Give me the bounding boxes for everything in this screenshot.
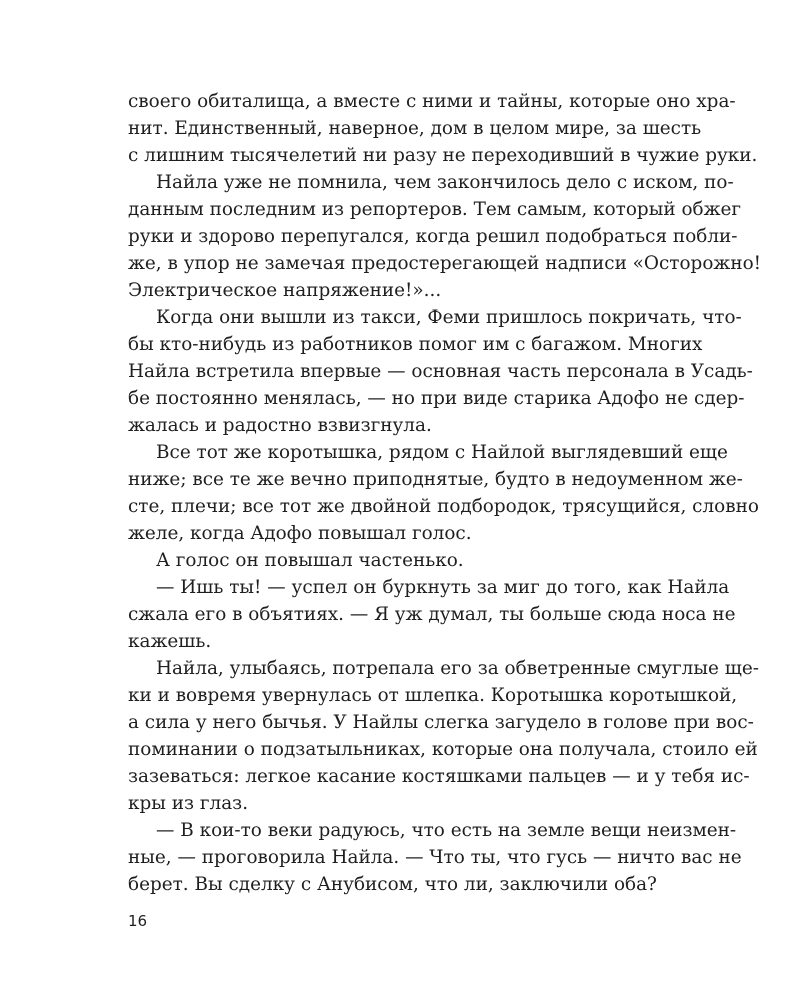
text-line: Электрическое напряжение!»... — [128, 280, 442, 301]
text-line: поминании о подзатыльниках, которые она получала, стоило ей — [128, 739, 758, 760]
text-line: с лишним тысячелетий ни разу не переходивший в чужие руки. — [128, 145, 758, 166]
text-line: желе, когда Адофо повышал голос. — [128, 523, 472, 544]
text-line: ниже; все те же вечно приподнятые, будто в недоуменном же- — [128, 469, 743, 490]
text-line: Найла, улыбаясь, потрепала его за обветренные смуглые ще- — [156, 658, 759, 679]
text-line: своего обиталища, а вместе с ними и тайны, которые оно хра- — [128, 91, 736, 112]
text-line: данным последним из репортеров. Тем самым, который обжег — [128, 199, 742, 220]
text-line: а сила у него бычья. У Найлы слегка загудело в голове при вос- — [128, 712, 754, 733]
text-line: руки и здорово перепугался, когда решил подобраться побли- — [128, 226, 738, 247]
text-line: зазеваться: легкое касание костяшками пальцев — и у тебя ис- — [128, 766, 750, 787]
text-line: Найла встретила впервые — основная часть персонала в Усадь- — [128, 361, 753, 382]
page-number: 16 — [128, 912, 148, 930]
text-line: сжала его в объятиях. — Я уж думал, ты больше сюда носа не — [128, 604, 736, 625]
text-line: же, в упор не замечая предостерегающей надписи «Осторожно! — [128, 253, 762, 274]
text-line: — В кои-то веки радуюсь, что есть на земле вещи неизмен- — [156, 820, 737, 841]
text-line: бы кто-нибудь из работников помог им с багажом. Многих — [128, 334, 703, 355]
text-line: Когда они вышли из такси, Феми пришлось покричать, что- — [156, 307, 742, 328]
text-line: ные, — проговорила Найла. — Что ты, что гусь — ничто вас не — [128, 847, 742, 868]
body-text — [128, 88, 762, 898]
text-line: Все тот же коротышка, рядом с Найлой выглядевший еще — [156, 442, 728, 463]
text-line: Найла уже не помнила, чем закончилось дело с иском, по- — [156, 172, 734, 193]
text-line: ки и вовремя увернулась от шлепка. Коротышка коротышкой, — [128, 685, 738, 706]
text-line: кажешь. — [128, 631, 212, 652]
text-line: сте, плечи; все тот же двойной подбородок, трясущийся, словно — [128, 496, 759, 517]
text-line: берет. Вы сделку с Анубисом, что ли, заключили оба? — [128, 874, 657, 895]
text-line: бе постоянно менялась, — но при виде старика Адофо не сдер- — [128, 388, 745, 409]
text-line: нит. Единственный, наверное, дом в целом мире, за шесть — [128, 118, 702, 139]
text-line: кры из глаз. — [128, 793, 249, 814]
text-line: жалась и радостно взвизгнула. — [128, 415, 432, 436]
text-line: — Ишь ты! — успел он буркнуть за миг до того, как Найла — [156, 577, 730, 598]
text-line: А голос он повышал частенько. — [156, 550, 464, 571]
